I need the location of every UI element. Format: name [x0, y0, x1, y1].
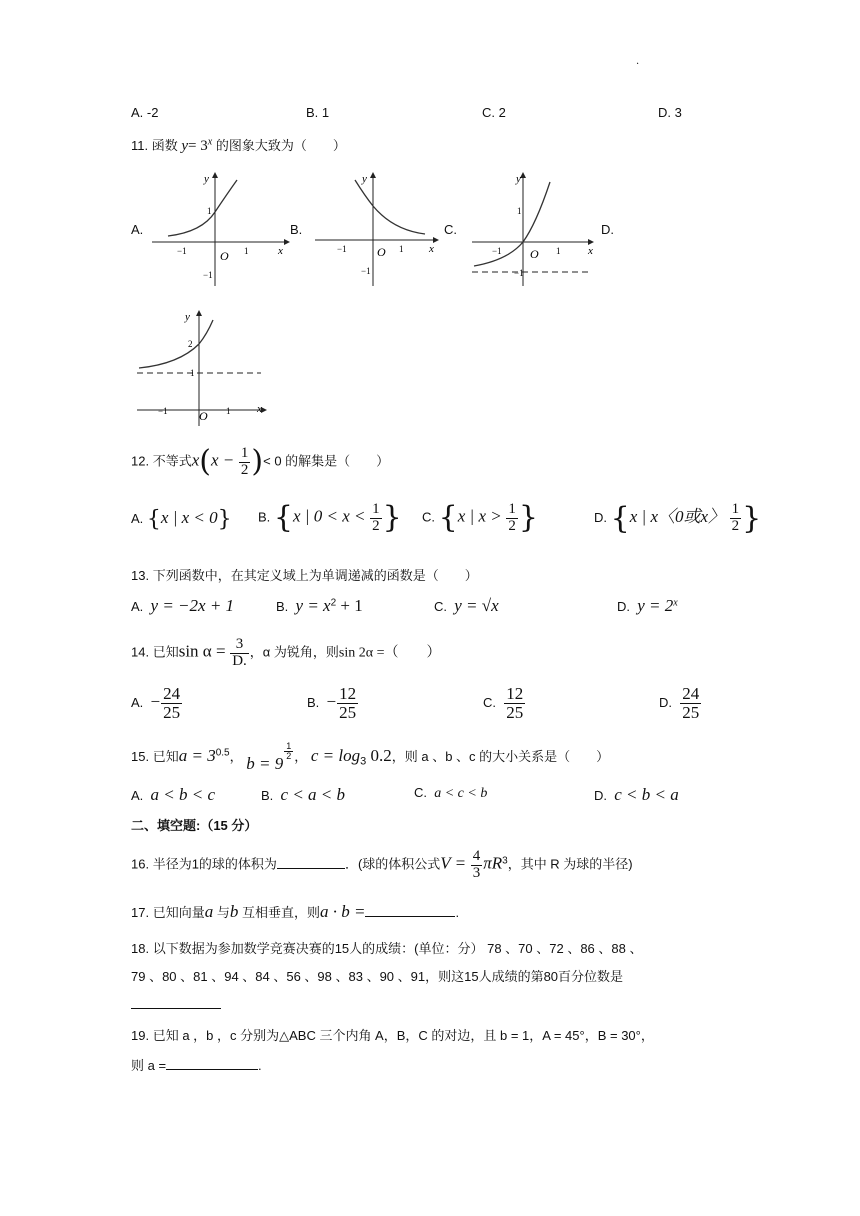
q14-b-label: B. [307, 694, 320, 710]
q15-b-sup-num: 1 [286, 740, 292, 751]
q12-d-body: x | x〈0或x〉 [629, 507, 726, 526]
q17-and: 与 [216, 905, 230, 920]
q11-pre: 函数 [151, 138, 178, 153]
q16-mid: ．(球的体积公式 [344, 856, 441, 872]
q12-a-body: x | x < 0 [160, 508, 218, 527]
q15-a-sup: 0.5 [215, 747, 230, 759]
x-label: x [278, 245, 283, 257]
x-arrow-icon [433, 237, 439, 243]
q17-mid: 互相垂直，则 [241, 905, 320, 920]
q15-a-label: A. [131, 788, 144, 803]
q12-c-num: 1 [508, 501, 516, 517]
q12-post: < 0 的解集是（ ） [263, 453, 390, 469]
q18-answer-blank[interactable] [131, 1008, 221, 1009]
origin-label: O [377, 245, 386, 259]
q16-sup: 3 [502, 855, 508, 867]
q14-c-den: 25 [506, 702, 524, 722]
q13-b-sup: 2 [330, 597, 337, 609]
tick-neg1-x: −1 [177, 246, 187, 256]
q13-stem [131, 565, 478, 584]
q14-a-num: 24 [163, 684, 181, 703]
q15-c-tail: 0.2 [366, 746, 392, 765]
q14-mid: ，α 为锐角，则 [249, 644, 339, 660]
y-label: y [185, 311, 190, 323]
q17-end: . [455, 905, 460, 920]
q14-den: D. [232, 652, 247, 669]
q16-answer-blank[interactable] [277, 868, 345, 869]
q15-option-a [131, 785, 215, 805]
origin-label: O [530, 247, 539, 261]
q16-den: 3 [472, 864, 481, 881]
q14-b-neg: − [326, 691, 337, 711]
q12-a-label: A. [131, 511, 144, 526]
q19-line-1 [131, 1025, 654, 1044]
x-arrow-icon [284, 239, 290, 245]
q15-c-label: C. [414, 785, 427, 800]
tick-neg1-x: −1 [158, 406, 168, 416]
q15-a-body: a < b < c [150, 785, 216, 804]
q13-a-label: A. [131, 599, 144, 614]
tick-1-y: 1 [207, 206, 212, 216]
q11-label-d: D. [601, 222, 614, 237]
y-arrow-icon [212, 172, 218, 178]
q15-stem [131, 740, 610, 773]
q14-b-den: 25 [339, 702, 357, 722]
q14-option-a [131, 685, 183, 722]
q17-vec-b: b [229, 902, 239, 921]
y-label: y [204, 173, 209, 185]
origin-label: O [220, 249, 229, 263]
q13-b-tail: + 1 [336, 596, 363, 615]
q12-c-lbrace: { [438, 500, 458, 536]
tick-1-x: 1 [556, 246, 561, 256]
q14-a-den: 25 [163, 702, 181, 722]
q10-option-c: C. 2 [482, 105, 506, 120]
q12-d-rbrace: } [742, 500, 762, 536]
q12-c-label: C. [422, 509, 435, 525]
q11-graph-a [152, 168, 292, 292]
q12-d-num: 1 [731, 501, 740, 518]
q11-label-b: B. [290, 222, 303, 237]
q12-x: x [191, 450, 200, 470]
q16-num: 4 [472, 848, 481, 864]
q14-d-fraction [680, 685, 701, 722]
tick-neg1-y: −1 [361, 266, 371, 276]
y-arrow-icon [520, 172, 526, 178]
q12-lparen: ( [199, 444, 211, 480]
q15-pre: 已知 [152, 749, 179, 764]
q13-text: 下列函数中，在其定义域上为单调递减的函数是（ ） [152, 568, 478, 583]
q12-d-den: 2 [731, 518, 740, 535]
curve [355, 180, 425, 234]
q15-option-b [261, 785, 345, 805]
q14-option-c [483, 685, 526, 722]
q16-v: V = [440, 853, 467, 873]
q14-pre: 已知 [152, 644, 179, 660]
q12-b-label: B. [258, 509, 271, 525]
q12-rparen: ) [251, 444, 264, 480]
q14-a-label: A. [131, 694, 144, 710]
q13-a-formula: y = −2x + 1 [150, 596, 235, 615]
q13-b-label: B. [276, 599, 289, 614]
q13-d-formula: y = 2 [637, 596, 674, 615]
q14-d-den: 25 [682, 702, 700, 722]
q15-comma-2: ， [294, 749, 308, 764]
q12-frac-num: 1 [240, 445, 249, 461]
q12-c-fraction [506, 502, 518, 535]
q17-number: 17. [131, 905, 150, 920]
q17-stem [131, 902, 459, 922]
q12-b-den: 2 [372, 517, 380, 534]
q11-stem [131, 135, 346, 155]
q12-a-rbrace: } [217, 506, 232, 532]
q16-pre: 半径为1的球的体积为 [152, 856, 277, 872]
q14-fraction [230, 637, 249, 670]
q19-end: . [258, 1058, 262, 1073]
section-2-heading: 二、填空题:（15 分） [131, 818, 258, 833]
q18-line-2: 79 、80 、81 、94 、84 、56 、98 、83 、90 、91，则这15人成绩的第80百分位数是 [131, 969, 624, 984]
q12-b-lbrace: { [273, 500, 294, 536]
q15-post: ，则 a 、b 、c 的大小关系是（ ） [391, 749, 610, 764]
q11-graph-c [468, 168, 600, 292]
tick-neg1-y: −1 [203, 270, 213, 280]
q15-d-body: c < b < a [614, 785, 679, 804]
q11-label-a: A. [131, 222, 144, 237]
q14-num: 3 [230, 637, 249, 654]
x-label: x [588, 245, 593, 257]
q11-sup: x [207, 136, 213, 148]
q12-option-c [422, 502, 538, 535]
q13-c-formula: y = √x [454, 596, 499, 615]
q18-text-1: 以下数据为参加数学竞赛决赛的15人的成绩：(单位：分） 78 、70 、72 、86 、88 、 [152, 941, 643, 956]
q12-d-label: D. [594, 510, 607, 525]
y-label: y [516, 173, 521, 185]
q16-number: 16. [131, 856, 150, 872]
q14-option-d [659, 685, 702, 722]
q19-number: 19. [131, 1028, 150, 1043]
y-arrow-icon [370, 172, 376, 178]
q16-post: ，其中 R 为球的半径) [507, 856, 633, 872]
q15-c-def: c = log [310, 746, 361, 765]
q12-fraction [239, 446, 251, 479]
q13-number: 13. [131, 568, 150, 583]
q15-d-label: D. [594, 788, 607, 803]
q14-stem [131, 637, 441, 670]
tick-neg1-y: −1 [514, 268, 524, 278]
q12-b-num: 1 [372, 501, 380, 517]
header-dot: . [636, 56, 640, 67]
q12-option-b [258, 502, 402, 535]
q15-option-d [594, 785, 679, 805]
q11-number: 11. [131, 138, 149, 153]
q11-eq: = 3 [188, 138, 208, 154]
q13-option-c [434, 596, 499, 616]
q15-b-def: b = 9 [246, 754, 284, 773]
q14-a-fraction [161, 685, 182, 722]
q14-post: sin 2α =（ ） [338, 645, 441, 661]
q11-label-c: C. [444, 222, 457, 237]
q11-graph-b [313, 168, 443, 292]
q14-sin: sin α = [178, 641, 226, 661]
q16-fraction [471, 849, 483, 882]
tick-1-x: 1 [244, 246, 249, 256]
q13-option-d [617, 596, 678, 616]
q12-a-lbrace: { [146, 506, 161, 532]
q15-comma: ， [229, 749, 243, 764]
q12-option-d [594, 502, 761, 535]
y-label: y [362, 173, 367, 185]
x-arrow-icon [261, 407, 267, 413]
tick-1-x: 1 [399, 244, 404, 254]
q17-vec-a: a [204, 902, 214, 921]
q10-option-a: A. -2 [131, 105, 159, 120]
q14-d-label: D. [659, 694, 672, 710]
q14-c-label: C. [483, 694, 496, 710]
q13-d-label: D. [617, 599, 630, 614]
q19-text-1: 已知 a ，b ，c 分别为△ABC 三个内角 A，B，C 的对边，且 b = 1，A = 45°，B = 30°， [152, 1028, 654, 1043]
tick-1-y: 1 [517, 206, 522, 216]
q12-number: 12. [131, 453, 150, 469]
q12-stem [131, 446, 389, 479]
q13-c-label: C. [434, 599, 447, 614]
origin-label: O [199, 409, 208, 423]
q14-a-neg: − [150, 691, 161, 711]
q12-d-lbrace: { [610, 500, 630, 536]
x-label: x [257, 403, 262, 415]
q12-frac-den: 2 [240, 461, 249, 478]
q15-b-sup [284, 742, 293, 762]
q14-b-fraction [337, 685, 358, 722]
tick-2-y: 2 [188, 339, 193, 349]
q13-b-formula: y = x [295, 596, 331, 615]
q12-c-body: x | x > [457, 506, 502, 526]
q15-b-sup-den: 2 [286, 751, 292, 762]
q17-dot: a · b = [320, 902, 366, 921]
q15-option-c [414, 785, 487, 802]
q14-b-num: 12 [339, 684, 357, 703]
y-arrow-icon [196, 310, 202, 316]
tick-neg1-x: −1 [492, 246, 502, 256]
q17-answer-blank[interactable] [365, 916, 455, 917]
q12-option-a [131, 508, 232, 531]
q17-pre: 已知向量 [152, 905, 205, 920]
q12-d-fraction [730, 502, 742, 535]
tick-neg1-x: −1 [337, 244, 347, 254]
q15-a-def: a = 3 [178, 746, 216, 765]
tick-1-x: 1 [226, 406, 231, 416]
q12-c-rbrace: } [518, 500, 538, 536]
q13-d-sup: x [673, 597, 678, 609]
curve [139, 320, 213, 368]
q14-option-b [307, 685, 359, 722]
q12-c-den: 2 [508, 517, 516, 534]
q12-b-fraction [370, 502, 382, 535]
q11-y: y [181, 138, 189, 154]
x-label: x [429, 243, 434, 255]
q12-minus: x − [210, 450, 235, 470]
tick-1-y: 1 [190, 368, 195, 378]
q12-pre: 不等式 [152, 453, 192, 469]
q15-number: 15. [131, 749, 150, 764]
q11-graph-d [133, 306, 273, 430]
q14-c-fraction [504, 685, 525, 722]
q18-line-1 [131, 938, 642, 957]
curve [168, 180, 237, 236]
q19-line2-pre: 则 a = [131, 1058, 167, 1073]
q14-number: 14. [131, 644, 150, 660]
q15-b-body: c < a < b [280, 785, 346, 804]
q11-post: 的图象大致为（ ） [215, 138, 346, 153]
q10-option-b: B. 1 [306, 105, 330, 120]
q16-stem [131, 849, 633, 882]
q18-number: 18. [131, 941, 150, 956]
q14-c-num: 12 [506, 684, 524, 703]
q13-option-b [276, 596, 363, 616]
q12-b-body: x | 0 < x < [293, 506, 366, 526]
q12-b-rbrace: } [382, 500, 402, 536]
q15-b-label: B. [261, 788, 274, 803]
q19-line-2 [131, 1055, 262, 1074]
q15-c-body: a < c < b [434, 786, 488, 801]
q19-answer-blank[interactable] [166, 1069, 258, 1070]
q10-option-d: D. 3 [658, 105, 682, 120]
q16-pi: πR [483, 853, 503, 873]
q13-option-a [131, 596, 234, 616]
q14-d-num: 24 [682, 684, 700, 703]
q15-c-sub: 3 [360, 755, 367, 768]
